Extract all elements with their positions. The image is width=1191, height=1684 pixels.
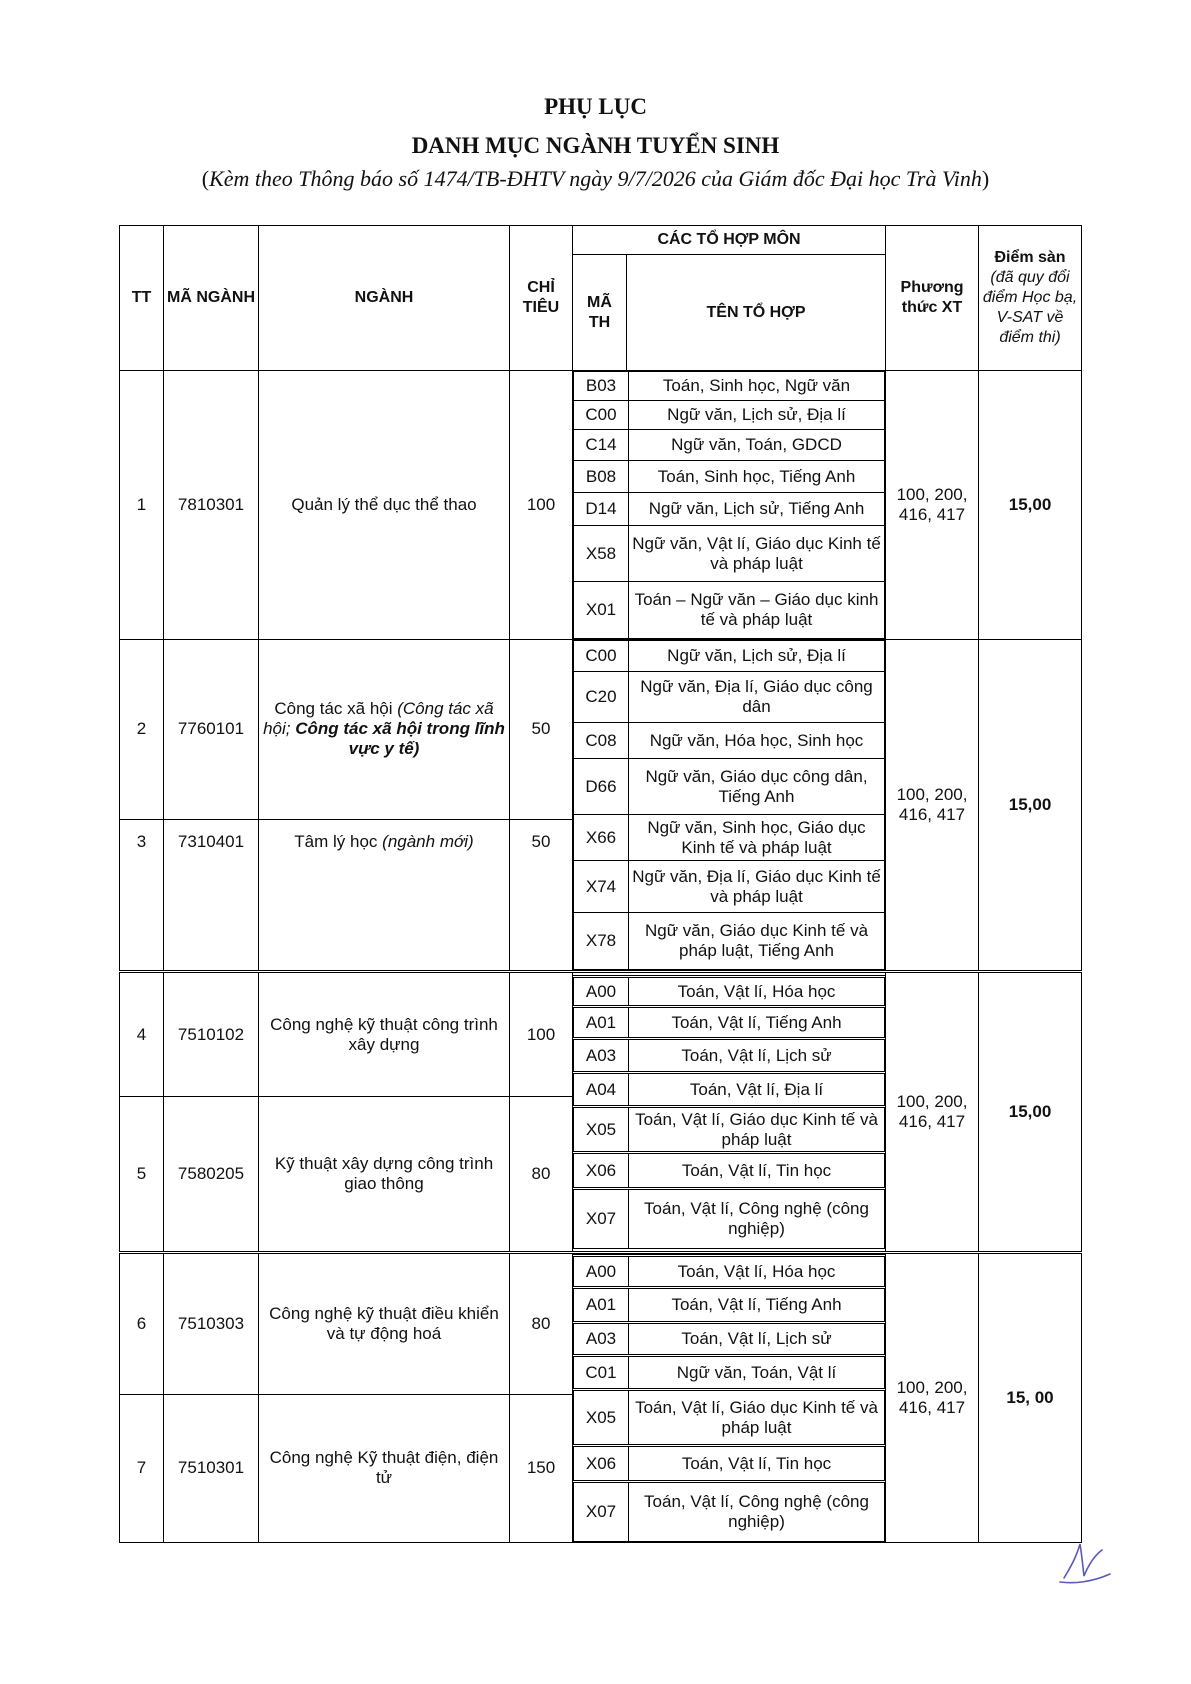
combo-name: Toán, Vật lí, Công nghệ (công nghiệp) bbox=[629, 1189, 885, 1249]
row-major-name: Kỹ thuật xây dựng công trình giao thông bbox=[259, 1097, 510, 1253]
combo-name: Ngữ văn, Lịch sử, Địa lí bbox=[629, 641, 885, 672]
table-row bbox=[120, 1253, 1082, 1395]
row-quota: 80 bbox=[510, 1097, 573, 1253]
combo-code: C00 bbox=[574, 641, 629, 672]
row-min-score: 15,00 bbox=[979, 972, 1082, 1253]
subtitle-open-paren: ( bbox=[201, 166, 210, 191]
combo-cell bbox=[573, 972, 886, 1253]
combo-code: C00 bbox=[574, 401, 629, 430]
combo-code: B03 bbox=[574, 372, 629, 401]
combo-code: A00 bbox=[574, 1256, 629, 1288]
row-quota: 150 bbox=[510, 1394, 573, 1542]
row-major-code: 7510102 bbox=[164, 972, 259, 1097]
list-item bbox=[574, 493, 885, 526]
col-header-combo-name: TÊN TỔ HỢP bbox=[627, 255, 886, 371]
combo-name: Ngữ văn, Địa lí, Giáo dục công dân bbox=[629, 672, 885, 723]
combo-cell bbox=[573, 1253, 886, 1543]
combo-code: X07 bbox=[574, 1189, 629, 1249]
row-min-score: 15,00 bbox=[979, 640, 1082, 972]
combo-name: Ngữ văn, Toán, Vật lí bbox=[629, 1356, 885, 1390]
row-methods: 100, 200, 416, 417 bbox=[886, 972, 979, 1253]
combo-code: B08 bbox=[574, 461, 629, 493]
combo-code: X01 bbox=[574, 582, 629, 639]
row-tt: 4 bbox=[120, 972, 164, 1097]
row-tt: 2 bbox=[120, 640, 164, 820]
col-header-min-score bbox=[979, 226, 1082, 371]
combo-name: Ngữ văn, Địa lí, Giáo dục Kinh tế và pháp luật bbox=[629, 861, 885, 913]
list-item bbox=[574, 1039, 885, 1073]
list-item bbox=[574, 401, 885, 430]
min-score-note: (đã quy đổi điểm Học bạ, V-SAT về điểm thi) bbox=[982, 269, 1078, 346]
row-quota: 50 bbox=[510, 819, 573, 971]
combo-code: X06 bbox=[574, 1153, 629, 1189]
list-item bbox=[574, 723, 885, 759]
combo-name: Toán, Vật lí, Công nghệ (công nghiệp) bbox=[629, 1482, 885, 1542]
row-major-code: 7310401 bbox=[164, 819, 259, 971]
list-item bbox=[574, 1323, 885, 1356]
list-item bbox=[574, 1356, 885, 1390]
combo-code: X06 bbox=[574, 1446, 629, 1482]
table-row bbox=[120, 371, 1082, 640]
col-header-combinations: CÁC TỔ HỢP MÔN bbox=[573, 226, 886, 255]
col-header-major: NGÀNH bbox=[259, 226, 510, 371]
combo-code: A03 bbox=[574, 1323, 629, 1356]
row-major-code: 7510303 bbox=[164, 1253, 259, 1395]
appendix-title: PHỤ LỤC bbox=[544, 94, 647, 119]
row-major-name: Công nghệ Kỹ thuật điện, điện tử bbox=[259, 1394, 510, 1542]
row-quota: 100 bbox=[510, 972, 573, 1097]
list-item bbox=[574, 1153, 885, 1189]
combo-list bbox=[573, 371, 885, 639]
combo-code: C01 bbox=[574, 1356, 629, 1390]
combo-name: Toán, Vật lí, Lịch sử bbox=[629, 1323, 885, 1356]
list-item bbox=[574, 1446, 885, 1482]
row-major-name: Quản lý thể dục thể thao bbox=[259, 371, 510, 640]
major-name-emphasis: Công tác xã hội trong lĩnh vực y tế) bbox=[295, 719, 505, 759]
combo-list bbox=[573, 975, 885, 1249]
row-tt: 5 bbox=[120, 1097, 164, 1253]
combo-name: Toán, Vật lí, Hóa học bbox=[629, 977, 885, 1007]
row-tt: 6 bbox=[120, 1253, 164, 1395]
combo-code: C14 bbox=[574, 430, 629, 461]
combo-name: Toán, Sinh học, Tiếng Anh bbox=[629, 461, 885, 493]
list-item bbox=[574, 861, 885, 913]
table-row bbox=[120, 972, 1082, 1097]
combo-code: A04 bbox=[574, 1073, 629, 1107]
row-quota: 50 bbox=[510, 640, 573, 820]
combo-cell bbox=[573, 640, 886, 972]
subtitle-text: Kèm theo Thông báo số 1474/TB-ĐHTV ngày 9/7/2026 của Giám đốc Đại học Trà Vinh bbox=[209, 166, 982, 191]
row-major-name bbox=[259, 819, 510, 971]
row-major-name bbox=[259, 640, 510, 820]
row-tt: 7 bbox=[120, 1394, 164, 1542]
list-item bbox=[574, 1256, 885, 1288]
list-item bbox=[574, 815, 885, 861]
row-quota: 100 bbox=[510, 371, 573, 640]
list-item bbox=[574, 461, 885, 493]
list-item bbox=[574, 1073, 885, 1107]
list-item bbox=[574, 1007, 885, 1039]
row-tt: 3 bbox=[120, 819, 164, 971]
combo-code: X58 bbox=[574, 526, 629, 582]
combo-name: Ngữ văn, Lịch sử, Địa lí bbox=[629, 401, 885, 430]
combo-name: Toán, Vật lí, Tiếng Anh bbox=[629, 1007, 885, 1039]
row-methods: 100, 200, 416, 417 bbox=[886, 1253, 979, 1543]
combo-name: Ngữ văn, Vật lí, Giáo dục Kinh tế và pháp luật bbox=[629, 526, 885, 582]
combo-name: Ngữ văn, Hóa học, Sinh học bbox=[629, 723, 885, 759]
combo-code: X05 bbox=[574, 1107, 629, 1153]
list-item bbox=[574, 1189, 885, 1249]
row-min-score: 15,00 bbox=[979, 371, 1082, 640]
list-item bbox=[574, 430, 885, 461]
row-tt: 1 bbox=[120, 371, 164, 640]
combo-name: Toán, Vật lí, Giáo dục Kinh tế và pháp luật bbox=[629, 1107, 885, 1153]
combo-code: A01 bbox=[574, 1288, 629, 1323]
row-min-score: 15, 00 bbox=[979, 1253, 1082, 1543]
combo-code: C08 bbox=[574, 723, 629, 759]
combo-name: Ngữ văn, Giáo dục Kinh tế và pháp luật, Tiếng Anh bbox=[629, 913, 885, 970]
combo-code: A00 bbox=[574, 977, 629, 1007]
combo-name: Toán, Vật lí, Địa lí bbox=[629, 1073, 885, 1107]
list-title: DANH MỤC NGÀNH TUYỂN SINH bbox=[411, 133, 780, 158]
combo-name: Toán, Sinh học, Ngữ văn bbox=[629, 372, 885, 401]
combo-name: Toán, Vật lí, Tin học bbox=[629, 1446, 885, 1482]
major-name-text: Tâm lý học bbox=[294, 831, 383, 851]
combo-name: Ngữ văn, Sinh học, Giáo dục Kinh tế và pháp luật bbox=[629, 815, 885, 861]
list-item bbox=[574, 913, 885, 970]
row-major-name: Công nghệ kỹ thuật điều khiển và tự động hoá bbox=[259, 1253, 510, 1395]
combo-code: C20 bbox=[574, 672, 629, 723]
list-item bbox=[574, 526, 885, 582]
combo-code: D14 bbox=[574, 493, 629, 526]
list-item bbox=[574, 1107, 885, 1153]
row-major-name: Công nghệ kỹ thuật công trình xây dựng bbox=[259, 972, 510, 1097]
list-item bbox=[574, 641, 885, 672]
col-header-quota: CHỈ TIÊU bbox=[510, 226, 573, 371]
combo-code: D66 bbox=[574, 759, 629, 815]
col-header-tt: TT bbox=[120, 226, 164, 371]
major-name-italic: (Công tác xã hội; bbox=[263, 699, 494, 739]
row-major-code: 7760101 bbox=[164, 640, 259, 820]
list-item bbox=[574, 582, 885, 639]
admission-table bbox=[119, 225, 1082, 1543]
col-header-combo-code: MÃ TH bbox=[573, 255, 627, 371]
combo-code: X74 bbox=[574, 861, 629, 913]
table-row bbox=[120, 640, 1082, 820]
list-item bbox=[574, 759, 885, 815]
combo-name: Toán, Vật lí, Tin học bbox=[629, 1153, 885, 1189]
combo-name: Toán, Vật lí, Lịch sử bbox=[629, 1039, 885, 1073]
combo-name: Toán, Vật lí, Tiếng Anh bbox=[629, 1288, 885, 1323]
subtitle-close-paren: ) bbox=[981, 166, 990, 191]
list-item bbox=[574, 1390, 885, 1446]
combo-code: A01 bbox=[574, 1007, 629, 1039]
combo-name: Toán – Ngữ văn – Giáo dục kinh tế và pháp luật bbox=[629, 582, 885, 639]
combo-code: X78 bbox=[574, 913, 629, 970]
combo-list bbox=[573, 640, 885, 970]
combo-name: Ngữ văn, Giáo dục công dân, Tiếng Anh bbox=[629, 759, 885, 815]
combo-list bbox=[573, 1254, 885, 1542]
row-major-code: 7580205 bbox=[164, 1097, 259, 1253]
header-row-1 bbox=[120, 226, 1082, 255]
combo-code: A03 bbox=[574, 1039, 629, 1073]
initial-signature bbox=[1058, 1538, 1114, 1590]
major-name-text: Công tác xã hội bbox=[274, 699, 398, 719]
min-score-title: Điểm sàn bbox=[994, 249, 1066, 266]
list-item bbox=[574, 977, 885, 1007]
list-item bbox=[574, 672, 885, 723]
combo-cell bbox=[573, 371, 886, 640]
list-item bbox=[574, 372, 885, 401]
col-header-major-code: MÃ NGÀNH bbox=[164, 226, 259, 371]
col-header-method: Phương thức XT bbox=[886, 226, 979, 371]
row-quota: 80 bbox=[510, 1253, 573, 1395]
combo-code: X66 bbox=[574, 815, 629, 861]
row-methods: 100, 200, 416, 417 bbox=[886, 371, 979, 640]
subtitle-reference bbox=[0, 166, 1191, 192]
combo-code: X05 bbox=[574, 1390, 629, 1446]
row-methods: 100, 200, 416, 417 bbox=[886, 640, 979, 972]
combo-name: Toán, Vật lí, Giáo dục Kinh tế và pháp luật bbox=[629, 1390, 885, 1446]
list-item bbox=[574, 1288, 885, 1323]
major-name-italic: (ngành mới) bbox=[382, 831, 474, 851]
combo-code: X07 bbox=[574, 1482, 629, 1542]
combo-name: Ngữ văn, Toán, GDCD bbox=[629, 430, 885, 461]
row-major-code: 7810301 bbox=[164, 371, 259, 640]
combo-name: Ngữ văn, Lịch sử, Tiếng Anh bbox=[629, 493, 885, 526]
row-major-code: 7510301 bbox=[164, 1394, 259, 1542]
combo-name: Toán, Vật lí, Hóa học bbox=[629, 1256, 885, 1288]
list-item bbox=[574, 1482, 885, 1542]
